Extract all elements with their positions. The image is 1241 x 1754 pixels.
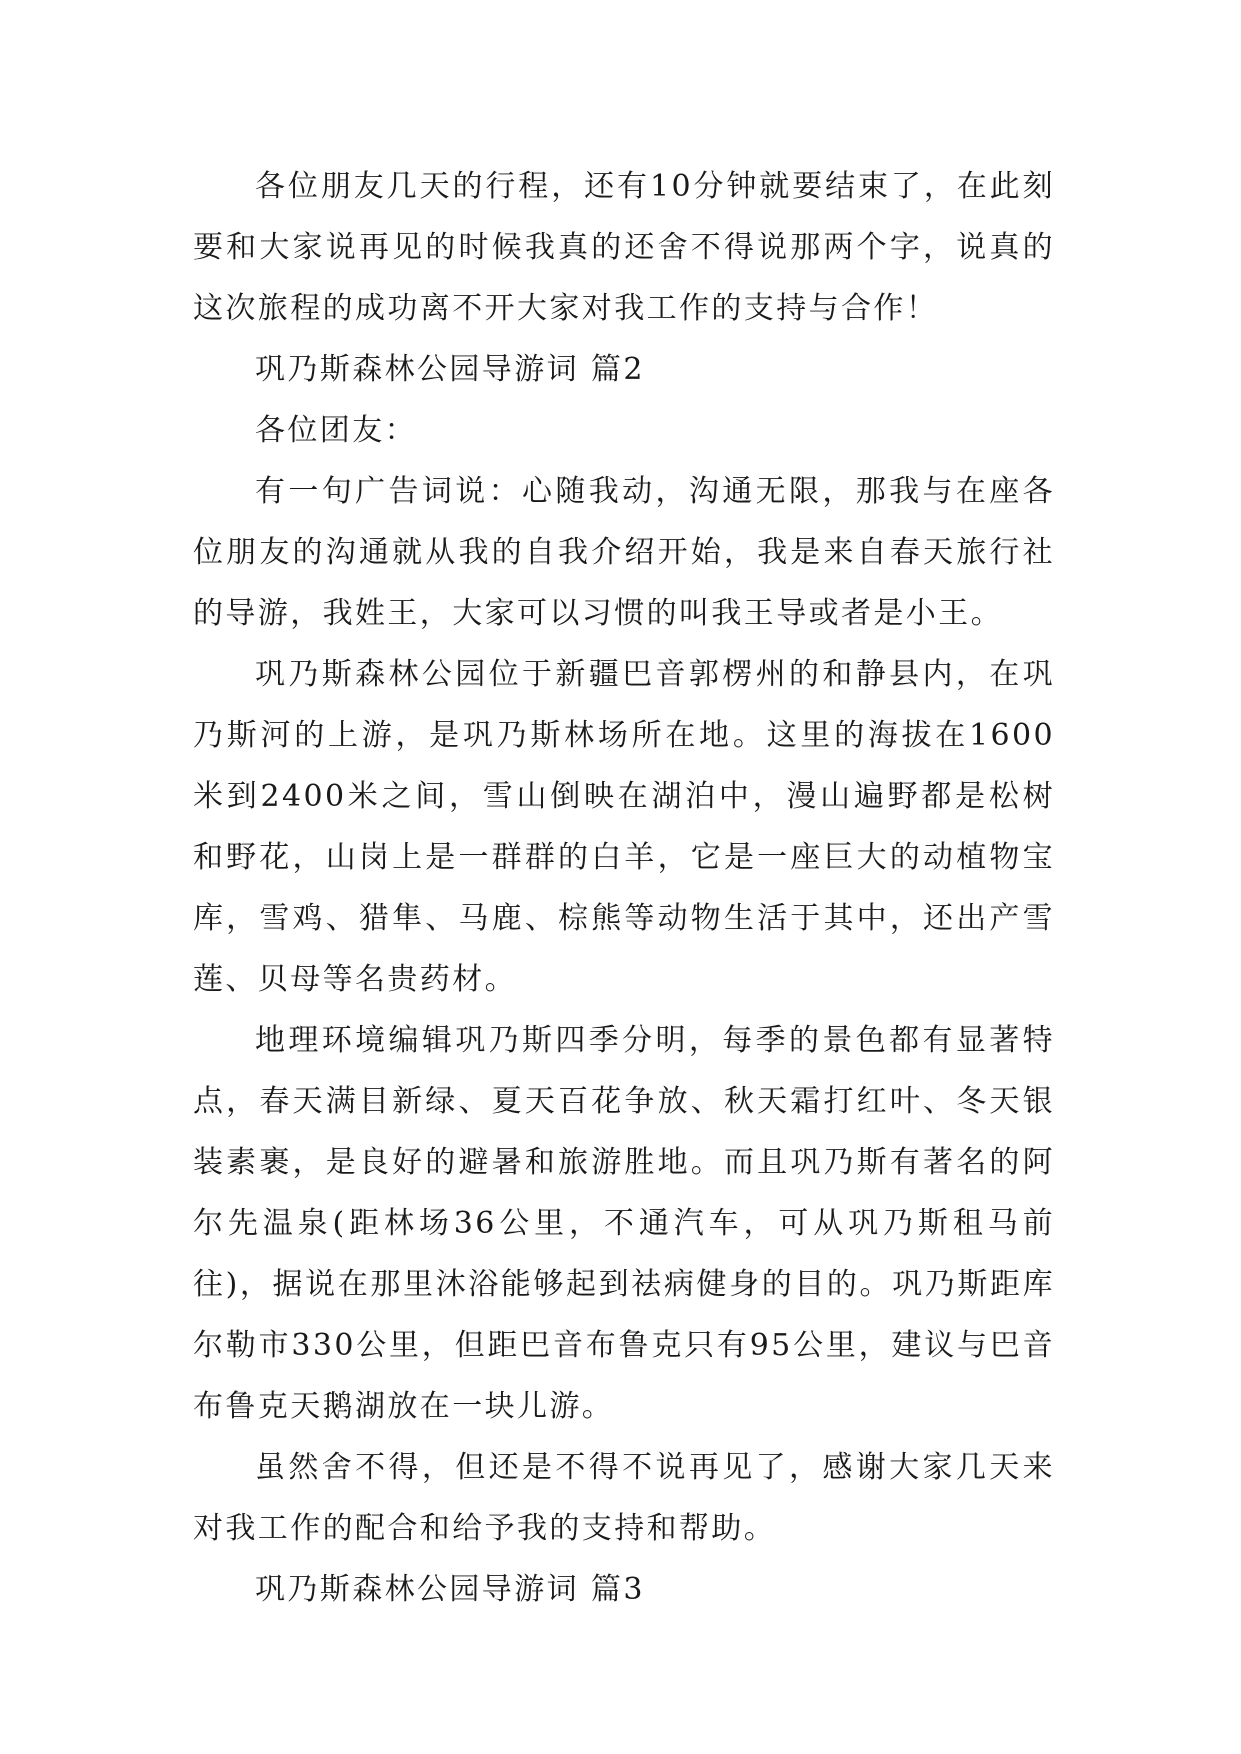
paragraph-geography: 地理环境编辑巩乃斯四季分明，每季的景色都有显著特点，春天满目新绿、夏天百花争放、秋天霜打红叶、冬天银装素裹，是良好的避暑和旅游胜地。而且巩乃斯有著名的阿尔先温泉(距林场36公里，不通汽车，可从巩乃斯租马前往)，据说在那里沐浴能够起到祛病健身的目的。巩乃斯距库尔勒市330公里，但距巴音布鲁克只有95公里，建议与巴音布鲁克天鹅湖放在一块儿游。 xyxy=(193,1023,1055,1424)
section-heading-2: 巩乃斯森林公园导游词 篇2 xyxy=(255,352,645,387)
document-page xyxy=(193,156,1055,1620)
paragraph-farewell-1: 各位朋友几天的行程，还有10分钟就要结束了，在此刻要和大家说再见的时候我真的还舍不得说那两个字，说真的这次旅程的成功离不开大家对我工作的支持与合作！ xyxy=(193,169,1055,326)
paragraph-introduction: 有一句广告词说：心随我动，沟通无限，那我与在座各位朋友的沟通就从我的自我介绍开始，我是来自春天旅行社的导游，我姓王，大家可以习惯的叫我王导或者是小王。 xyxy=(193,474,1055,631)
paragraph-greeting: 各位团友： xyxy=(255,413,417,448)
paragraph-farewell-2: 虽然舍不得，但还是不得不说再见了，感谢大家几天来对我工作的配合和给予我的支持和帮助。 xyxy=(193,1450,1055,1546)
paragraph-park-overview: 巩乃斯森林公园位于新疆巴音郭楞州的和静县内，在巩乃斯河的上游，是巩乃斯林场所在地。这里的海拔在1600米到2400米之间，雪山倒映在湖泊中，漫山遍野都是松树和野花，山岗上是一群群的白羊，它是一座巨大的动植物宝库，雪鸡、猎隼、马鹿、棕熊等动物生活于其中，还出产雪莲、贝母等名贵药材。 xyxy=(193,657,1055,997)
section-heading-3: 巩乃斯森林公园导游词 篇3 xyxy=(255,1572,645,1607)
